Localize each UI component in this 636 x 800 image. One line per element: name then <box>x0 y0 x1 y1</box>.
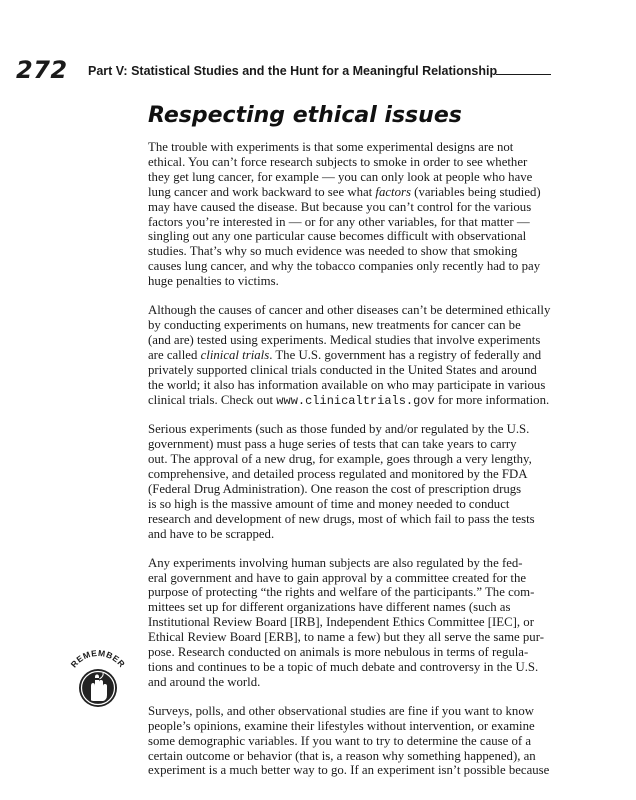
running-head: Part V: Statistical Studies and the Hunt for a Meaningful Relationship <box>88 64 498 78</box>
paragraph: Any experiments involving human subjects are also regulated by the fed- eral government and have to gain approval by a committee created for the purpose of protecting “the rights and welfare of the participants.” The com- mittees set up for different organizations have different names (such as Institutional Review Board [IRB], Independent Ethics Committee [IEC], or Ethical Review Board [ERB], to name a few) but they all serve the same pur- pose. Research conducted on animals is more nebulous in terms of regula- tions and continues to be a topic of much debate and controversy in the U.S. and around the world. <box>148 555 544 689</box>
header-rule <box>496 74 551 75</box>
page-number: 272 <box>16 56 68 84</box>
body-text <box>148 140 554 792</box>
svg-text:REMEMBER <box>69 648 128 670</box>
remember-label: REMEMBER <box>68 647 128 670</box>
remember-hand-icon <box>60 640 136 714</box>
url-link[interactable]: www.clinicaltrials.gov <box>276 393 435 408</box>
section-title: Respecting ethical issues <box>148 103 462 128</box>
paragraph: Surveys, polls, and other observational studies are fine if you want to know people’s opinions, examine their lifestyles without intervention, or examine some demographic variables. If you want to try to determine the cause of a certain outcome or behavior (that is, a reason why something happened), an experiment is a much better way to go. If an experiment isn’t possible because <box>148 703 550 778</box>
paragraph: Serious experiments (such as those funded by and/or regulated by the U.S. government) must pass a huge series of tests that can take years to carry out. The approval of a new drug, for example, goes through a very lengthy, comprehensive, and detailed process regulated and monitored by the FDA (Federal Drug Administration). One reason the cost of prescription drugs is so high is the massive amount of time and money needed to conduct research and development of new drugs, most of which fail to pass the tests and have to be scrapped. <box>148 422 535 541</box>
paragraph: The trouble with experiments is that some experimental designs are not ethical. You can’t force research subjects to smoke in order to see whether they get lung cancer, for example — you can only look at people who have lung cancer and work backward to see what factors (variables being studied) may have caused the disease. But because you can’t control for the various factors you’re interested in — or for any other variables, for that matter — singling out any one particular cause becomes difficult with observational studies. That’s why so much evidence was needed to show that smoking causes lung cancer, and why the tobacco companies only recently had to pay huge penalties to victims. <box>148 140 541 289</box>
remember-icon <box>60 640 136 714</box>
paragraph: Although the causes of cancer and other diseases can’t be determined ethically by conducting experiments on humans, new treatments for cancer can be (and are) tested using experiments. Medical studies that involve experiments are called clinical trials. The U.S. government has a registry of federally and privately supported clinical trials conducted in the United States and around the world; it also has information available on who may participate in various clinical trials. Check out www.clinicaltrials.gov for more information. <box>148 303 551 408</box>
